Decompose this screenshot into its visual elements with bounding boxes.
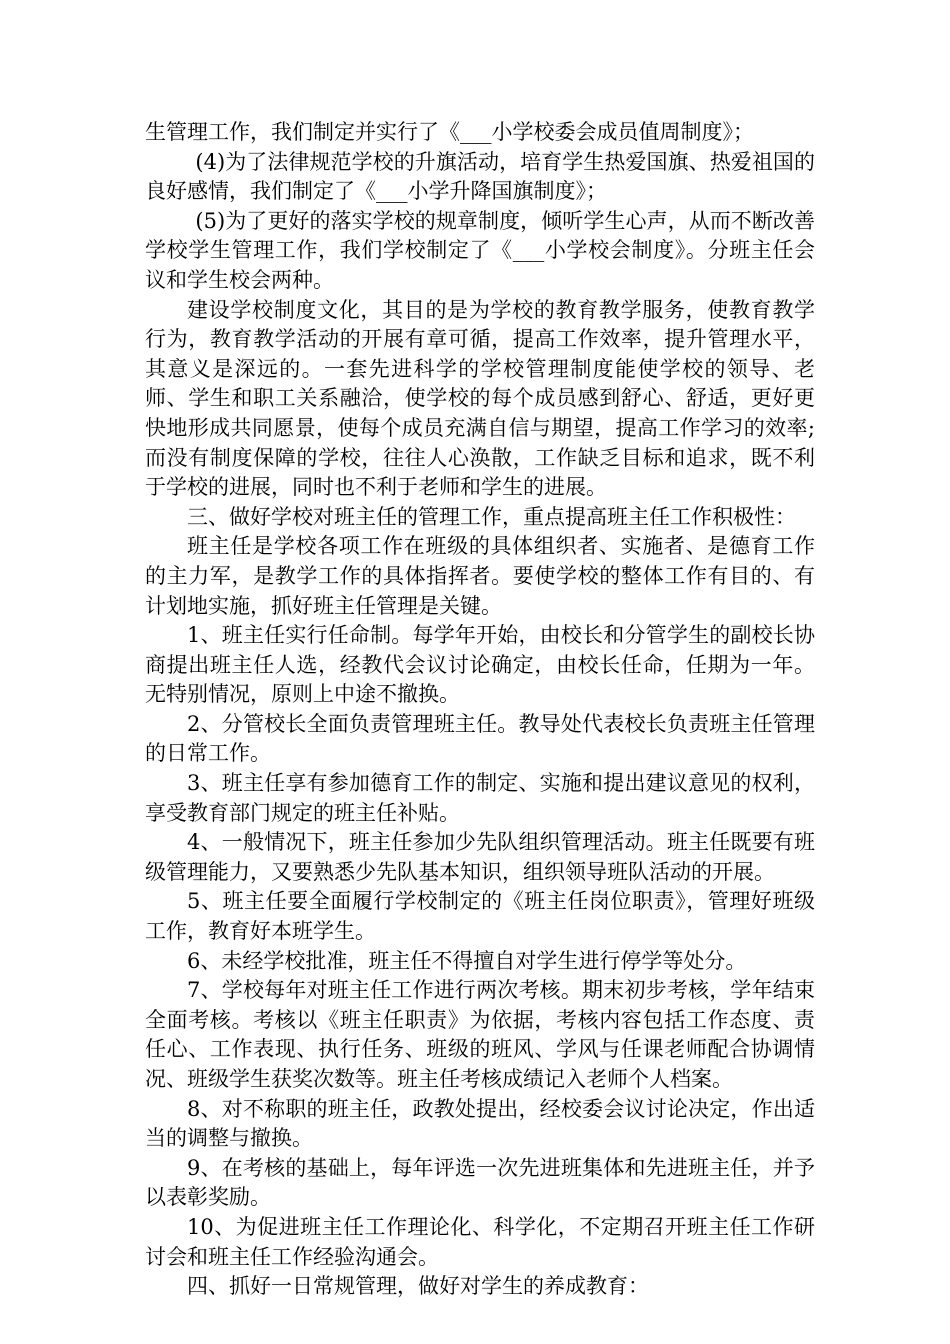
list-item-7: 7、学校每年对班主任工作进行两次考核。期末初步考核，学年结束全面考核。考核以《班主任职责》为依据，考核内容包括工作态度、责任心、工作表现、执行任务、班级的班风、学风与任课老师配合协调情况、班级学生获奖次数等。班主任考核成绩记入老师个人档案。 [145,978,815,1091]
list-item-2: 2、分管校长全面负责管理班主任。教导处代表校长负责班主任管理的日常工作。 [145,711,815,766]
list-item-5: 5、班主任要全面履行学校制定的《班主任岗位职责》，管理好班级工作，教育好本班学生。 [145,889,815,944]
paragraph-item-5: (5)为了更好的落实学校的规章制度，倾听学生心声，从而不断改善学校学生管理工作，我们学校制定了《___小学校会制度》。分班主任会议和学生校会两种。 [145,208,815,292]
list-item-4: 4、一般情况下，班主任参加少先队组织管理活动。班主任既要有班级管理能力，又要熟悉少先队基本知识，组织领导班队活动的开展。 [145,830,815,884]
paragraph-head-teacher-intro: 班主任是学校各项工作在班级的具体组织者、实施者、是德育工作的主力军，是教学工作的具体指挥者。要使学校的整体工作有目的、有计划地实施，抓好班主任管理是关键。 [145,534,815,618]
paragraph-continuation: 生管理工作，我们制定并实行了《___小学校委会成员值周制度》； [145,120,754,144]
list-item-9: 9、在考核的基础上，每年评选一次先进班集体和先进班主任，并予以表彰奖励。 [145,1155,815,1210]
list-item-1: 1、班主任实行任命制。每学年开始，由校长和分管学生的副校长协商提出班主任人选，经教代会议讨论确定，由校长任命，任期为一年。无特别情况，原则上中途不撤换。 [145,623,815,707]
section-heading-3: 三、做好学校对班主任的管理工作，重点提高班主任工作积极性： [187,504,796,529]
paragraph-item-4: (4)为了法律规范学校的升旗活动，培育学生热爱国旗、热爱祖国的良好感情，我们制定了《___小学升降国旗制度》； [145,149,815,204]
list-item-3: 3、班主任享有参加德育工作的制定、实施和提出建议意见的权利，享受教育部门规定的班主任补贴。 [145,771,815,825]
section-heading-4: 四、抓好一日常规管理，做好对学生的养成教育： [187,1274,649,1299]
list-item-6: 6、未经学校批准，班主任不得擅自对学生进行停学等处分。 [187,948,747,973]
document-body [145,118,815,1302]
list-item-8: 8、对不称职的班主任，政教处提出，经校委会议讨论决定，作出适当的调整与撤换。 [145,1096,815,1151]
list-item-10: 10、为促进班主任工作理论化、科学化，不定期召开班主任工作研讨会和班主任工作经验沟通会。 [145,1214,815,1269]
paragraph-school-culture: 建设学校制度文化，其目的是为学校的教育教学服务，使教育教学行为，教育教学活动的开展有章可循，提高工作效率，提升管理水平，其意义是深远的。一套先进科学的学校管理制度能使学校的领导、老师、学生和职工关系融洽，使学校的每个成员感到舒心、舒适，更好更快地形成共同愿景，使每个成员充满自信与期望，提高工作学习的效率;而没有制度保障的学校，往往人心涣散，工作缺乏目标和追求，既不利于学校的进展，同时也不利于老师和学生的进展。 [145,297,815,500]
